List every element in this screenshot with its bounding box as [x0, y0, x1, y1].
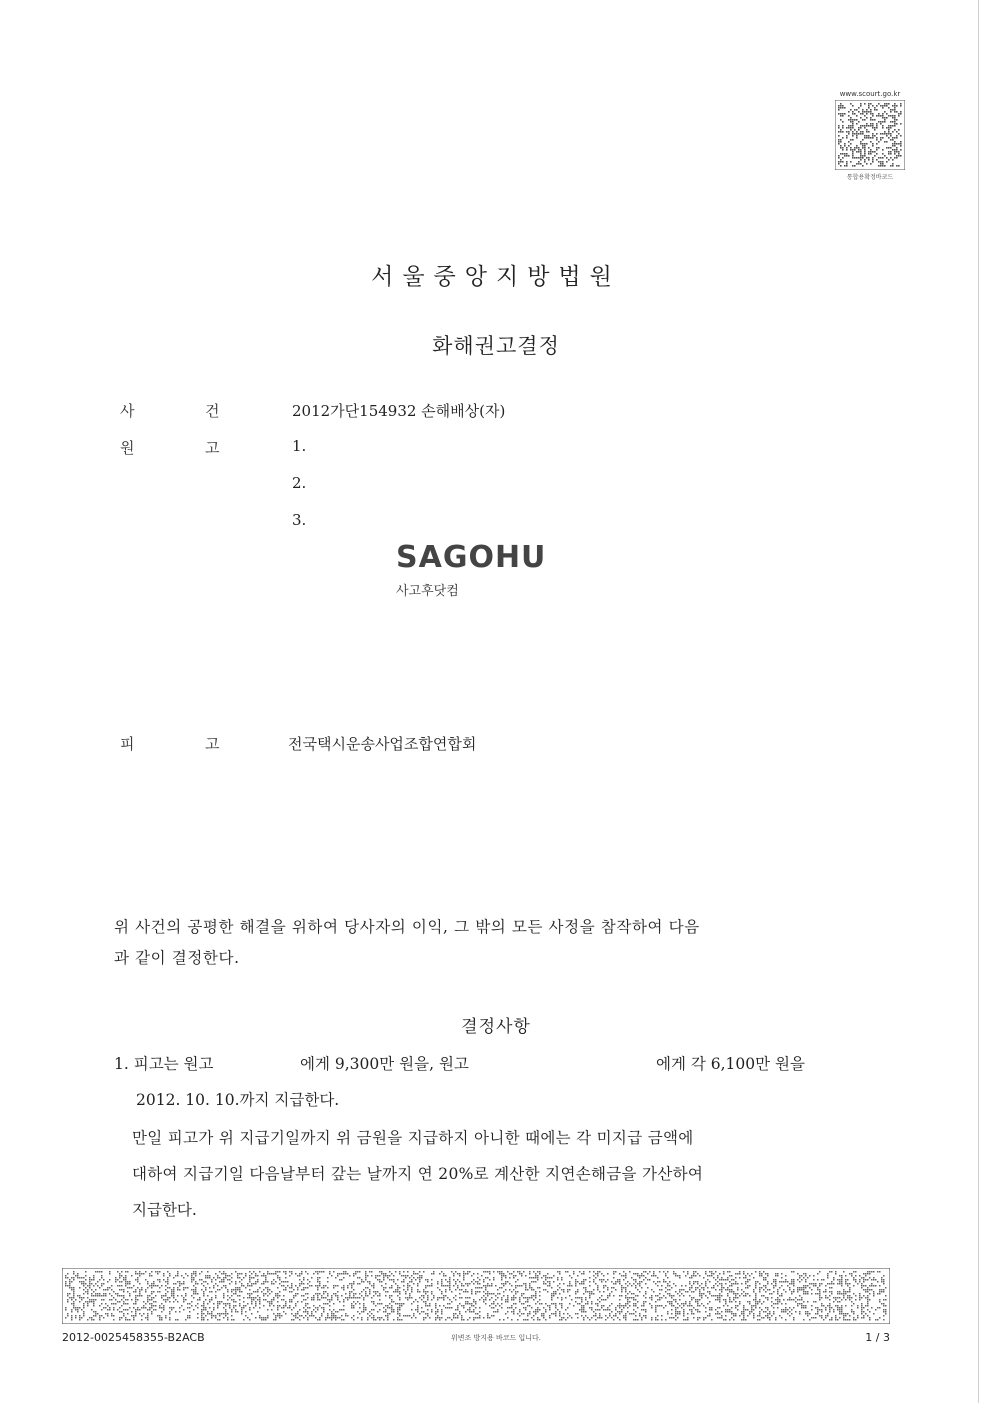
barcode-notice: 위변조 방지용 바코드 입니다. — [450, 1334, 542, 1342]
decision-item1-part-c: 에게 각 6,100만 원을 — [656, 1055, 805, 1073]
case-label-geon: 건 — [205, 402, 220, 420]
case-number: 2012가단154932 손해배상(자) — [292, 402, 506, 420]
decision-item1-part-b: 에게 9,300만 원을, 원고 — [300, 1055, 469, 1073]
anti-forgery-barcode — [62, 1268, 890, 1324]
case-label-sa: 사 — [120, 402, 135, 420]
document-title: 화해권고결정 — [432, 334, 560, 358]
qr-block — [832, 90, 908, 181]
qr-caption: 통합용확정바코드 — [846, 174, 894, 181]
defendant-label-pi: 피 — [120, 735, 135, 753]
defendant-name: 전국택시운송사업조합연합회 — [288, 735, 477, 753]
qr-url: www.scourt.go.kr — [839, 90, 901, 98]
intro-line-2: 과 같이 결정한다. — [114, 949, 240, 967]
intro-line-1: 위 사건의 공평한 해결을 위하여 당사자의 이익, 그 밖의 모든 사정을 참작하여 다음 — [114, 918, 700, 936]
watermark-subtitle: 사고후닷컴 — [396, 584, 459, 599]
page-number: 1 / 3 — [865, 1331, 890, 1344]
plaintiff-label-go: 고 — [205, 439, 220, 457]
decision-item1-part-a: 1. 피고는 원고 — [114, 1055, 214, 1073]
plaintiff-3: 3. — [292, 511, 307, 529]
decision-item1-line-5: 지급한다. — [132, 1201, 197, 1219]
scan-edge-line — [978, 0, 979, 1403]
decision-item1-line-2: 2012. 10. 10.까지 지급한다. — [136, 1091, 340, 1109]
decision-item1-line-4: 대하여 지급기일 다음날부터 갚는 날까지 연 20%로 계산한 지연손해금을 가산하여 — [132, 1165, 704, 1183]
court-name: 서울중앙지방법원 — [371, 264, 621, 290]
decision-heading: 결정사항 — [461, 1017, 531, 1037]
document-id: 2012-0025458355-B2ACB — [62, 1331, 205, 1344]
defendant-label-go: 고 — [205, 735, 220, 753]
plaintiff-1: 1. — [292, 437, 307, 455]
plaintiff-2: 2. — [292, 474, 307, 492]
qr-code-icon — [835, 100, 905, 170]
plaintiff-label-won: 원 — [120, 439, 135, 457]
decision-item1-line-3: 만일 피고가 위 지급기일까지 위 금원을 지급하지 아니한 때에는 각 미지급 금액에 — [132, 1129, 694, 1147]
watermark-logo: SAGOHU — [396, 540, 547, 575]
